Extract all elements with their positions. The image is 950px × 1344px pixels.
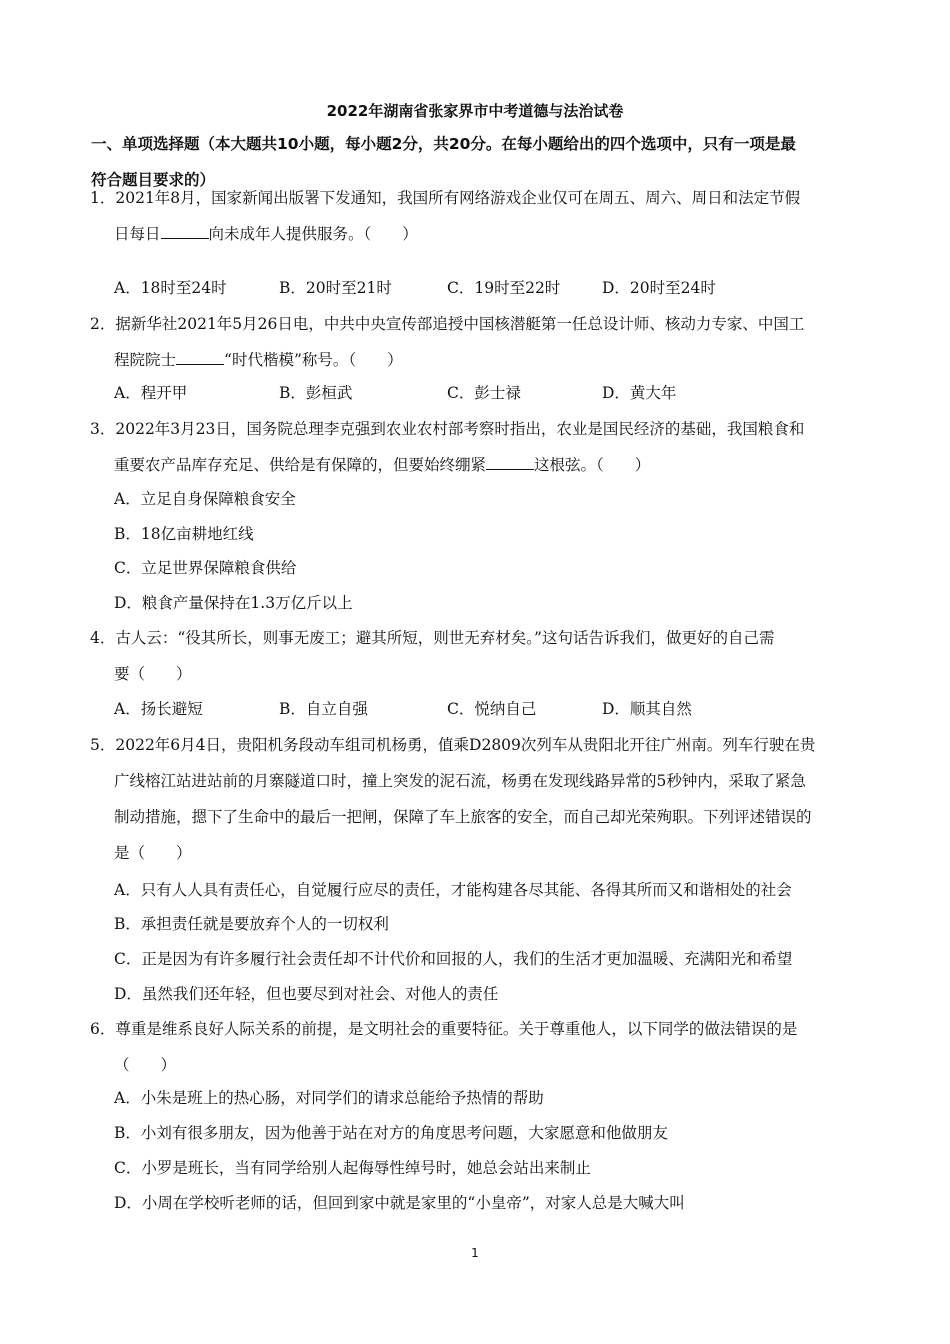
question-4 — [90, 620, 880, 692]
question-3 — [90, 411, 880, 483]
option-a: A．18时至24时 — [114, 279, 227, 297]
option-c: C．19时至22时 — [447, 279, 561, 297]
answer-blank — [486, 455, 534, 470]
question-3-stem: 重要农产品库存充足、供给是有保障的，但要始终绷紧 — [114, 456, 487, 474]
question-5-option-a: A．只有人人具有责任心，自觉履行应尽的责任，才能构建各尽其能、各得其所而又和谐相处的社会 — [114, 881, 792, 899]
answer-blank — [176, 350, 224, 365]
question-6 — [90, 1011, 880, 1083]
question-1-options — [114, 277, 814, 299]
question-6-option-d: D．小周在学校听老师的话，但回到家中就是家里的“小皇帝”，对家人总是大喊大叫 — [114, 1194, 685, 1212]
question-6-line-2: （ ） — [114, 1056, 177, 1074]
question-3-option-d: D．粮食产量保持在1.3万亿斤以上 — [114, 594, 353, 612]
question-3-line-1: 3．2022年3月23日，国务院总理李克强到农业农村部考察时指出，农业是国民经济的基础，我国粮食和 — [90, 420, 805, 438]
question-3-option-c: C．立足世界保障粮食供给 — [114, 559, 297, 577]
question-5-option-c: C．正是因为有许多履行社会责任却不计代价和回报的人，我们的生活才更加温暖、充满阳光和希望 — [114, 950, 793, 968]
page-number: 1 — [471, 1246, 479, 1260]
question-2-stem: 程院院士 — [114, 351, 177, 369]
question-3-option-a: A．立足自身保障粮食安全 — [114, 490, 296, 508]
option-b: B．20时至21时 — [279, 279, 392, 297]
question-5-line-2: 广线榕江站进站前的月寨隧道口时，撞上突发的泥石流，杨勇在发现线路异常的5秒钟内，采取了紧急 — [114, 772, 806, 790]
question-5-line-3: 制动措施，摁下了生命中的最后一把闸，保障了车上旅客的安全，而自己却光荣殉职。下列评述错误的 — [114, 808, 812, 826]
question-5-line-1: 5．2022年6月4日，贵阳机务段动车组司机杨勇，值乘D2809次列车从贵阳北开往广州南。列车行驶在贵 — [90, 736, 816, 754]
question-4-options — [114, 698, 814, 720]
question-6-option-c: C．小罗是班长，当有同学给别人起侮辱性绰号时，她总会站出来制止 — [114, 1159, 591, 1177]
question-2-line-2 — [90, 342, 880, 378]
question-5-line-4: 是（ ） — [114, 844, 192, 862]
option-a: A．程开甲 — [114, 384, 188, 402]
section-heading-line-1: 一、单项选择题（本大题共10小题，每小题2分，共20分。在每小题给出的四个选项中，只有一项是最 — [91, 135, 796, 153]
question-3-stem-end: 这根弦。（ ） — [534, 456, 651, 474]
option-b: B．自立自强 — [279, 700, 368, 718]
question-2-options — [114, 382, 814, 404]
option-c: C．彭士禄 — [447, 384, 521, 402]
question-6-line-1: 6．尊重是维系良好人际关系的前提，是文明社会的重要特征。关于尊重他人，以下同学的做法错误的是 — [90, 1020, 798, 1038]
question-6-option-a: A．小朱是班上的热心肠，对同学们的请求总能给予热情的帮助 — [114, 1089, 544, 1107]
question-1-line-1: 1．2021年8月，国家新闻出版署下发通知，我国所有网络游戏企业仅可在周五、周六、周日和法定节假 — [90, 189, 801, 207]
option-a: A．扬长避短 — [114, 700, 203, 718]
exam-title: 2022年湖南省张家界市中考道德与法治试卷 — [326, 102, 624, 120]
option-d: D．顺其自然 — [602, 700, 692, 718]
option-d: D．黄大年 — [602, 384, 677, 402]
option-c: C．悦纳自己 — [447, 700, 537, 718]
question-1-line-2 — [90, 216, 880, 252]
question-4-line-1: 4．古人云：“役其所长，则事无废工；避其所短，则世无弃材矣。”这句话告诉我们，做更好的自己需 — [90, 629, 775, 647]
question-5-option-b: B．承担责任就是要放弃个人的一切权利 — [114, 915, 389, 933]
question-6-option-b: B．小刘有很多朋友，因为他善于站在对方的角度思考问题，大家愿意和他做朋友 — [114, 1124, 668, 1142]
answer-blank — [161, 224, 209, 239]
question-4-line-2: 要（ ） — [114, 665, 192, 683]
question-3-option-b: B．18亿亩耕地红线 — [114, 525, 254, 543]
option-d: D．20时至24时 — [602, 279, 716, 297]
question-1-stem: 日每日 — [114, 225, 161, 243]
question-3-line-2 — [90, 447, 880, 483]
question-5 — [90, 727, 880, 871]
section-heading-line-2: 符合题目要求的） — [91, 171, 216, 189]
question-2-stem-end: “时代楷模”称号。（ ） — [224, 351, 403, 369]
question-1-stem-end: 向未成年人提供服务。（ ） — [208, 225, 418, 243]
question-5-option-d: D．虽然我们还年轻，但也要尽到对社会、对他人的责任 — [114, 985, 499, 1003]
question-2 — [90, 306, 880, 378]
question-2-line-1: 2．据新华社2021年5月26日电，中共中央宣传部追授中国核潜艇第一任总设计师、核动力专家、中国工 — [90, 315, 805, 333]
question-1 — [90, 180, 880, 252]
option-b: B．彭桓武 — [279, 384, 353, 402]
